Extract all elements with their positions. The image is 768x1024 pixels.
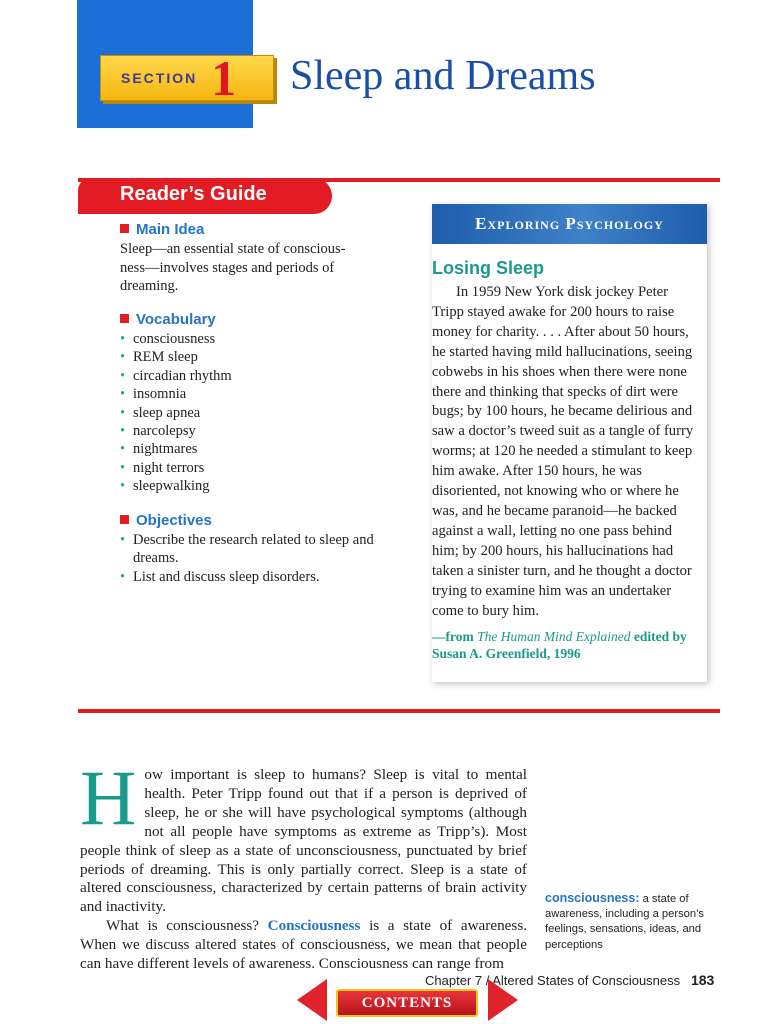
objective-item: • Describe the research related to sleep and dreams. (120, 531, 375, 568)
feature-source: —from The Human Mind Explained edited by Susan A. Greenfield, 1996 (432, 629, 687, 661)
page-number: 183 (690, 972, 715, 988)
margin-definition: consciousness: a state of awareness, including a person’s feelings, sensations, ideas, and perceptions (545, 891, 705, 951)
page-title: Sleep and Dreams (290, 53, 596, 99)
vocabulary-item: • nightmares (120, 440, 380, 458)
bullet-square-icon (120, 224, 129, 233)
bullet-square-icon (120, 314, 129, 323)
section-badge (100, 50, 274, 106)
contents-label: CONTENTS (361, 994, 453, 1011)
feature-heading: Losing Sleep (432, 258, 545, 278)
objective-item: • List and discuss sleep disorders. (120, 568, 375, 586)
contents-button[interactable] (336, 989, 478, 1017)
vocabulary-item: • consciousness (120, 330, 380, 348)
section-label: SECTION (121, 70, 198, 86)
key-term: Consciousness (267, 917, 361, 935)
vocabulary-item: • sleep apnea (120, 404, 380, 422)
vocabulary-item: • REM sleep (120, 348, 380, 366)
bullet-square-icon (120, 515, 129, 524)
vocabulary-item: • insomnia (120, 385, 380, 403)
vocabulary-item: • night terrors (120, 459, 380, 477)
page-footer: Chapter 7 / Altered States of Consciousness 183 (425, 972, 715, 988)
next-page-arrow-icon[interactable] (488, 979, 518, 1021)
vocabulary-item: • narcolepsy (120, 422, 380, 440)
exploring-psychology-banner (432, 204, 707, 244)
feature-story: In 1959 New York disk jockey Peter Tripp stayed awake for 200 hours to raise money for charity. . . . After about 50 hours, he started having mild hallucinations, seeing cobwebs in his shoes when there were none there and thinking that specks of dirt were bugs; by 100 hours, he became delirious and saw a doctor’s tweed suit as a tangle of furry worms; at 120 he needed a stimulant to keep him awake. After 150 hours, he was disoriented, not knowing who or where he was, and he became paranoid—he backed against a wall, letting no one pass behind him; by 200 hours, his hallucinations had taken a sinister turn, and he thought a doctor trying to examine him was an undertaker come to bury him. (432, 284, 694, 619)
previous-page-arrow-icon[interactable] (297, 979, 327, 1021)
main-idea-text: Sleep—an essential state of conscious- ness—involves stages and periods of dreaming. (120, 241, 346, 294)
paragraph-1: How important is sleep to humans? Sleep is vital to mental health. Peter Tripp found out that if a person is deprived of sleep, he or she will have psychological symptoms (although not all people have symptoms as extreme as Tripp’s). Most people think of sleep as a state of unconsciousness, punctuated by brief periods of dreaming. This is only partially correct. Sleep is a state of altered consciousness, characterized by certain patterns of brain activity and inactivity. (80, 754, 527, 916)
main-idea-heading: Main Idea (120, 221, 204, 238)
main-body-text (80, 754, 528, 974)
paragraph-2: What is consciousness? Consciousness is a state of awareness. When we discuss altered states of consciousness, we mean that people can have different levels of awareness. Consciousness can range from (80, 917, 528, 973)
objectives-heading: Objectives (120, 512, 212, 529)
objectives-list (120, 531, 375, 586)
section-number: 1 (211, 50, 237, 106)
vocabulary-list (120, 330, 380, 496)
readers-guide-bottom-rule (78, 709, 720, 713)
vocabulary-item: • circadian rhythm (120, 367, 380, 385)
definition-term: consciousness: (545, 891, 640, 905)
readers-guide-title: Reader’s Guide (120, 183, 267, 205)
drop-cap: H (80, 754, 137, 841)
vocabulary-heading: Vocabulary (120, 311, 216, 328)
exploring-psychology-title: Exploring Psychology (475, 214, 664, 233)
vocabulary-item: • sleepwalking (120, 477, 380, 495)
